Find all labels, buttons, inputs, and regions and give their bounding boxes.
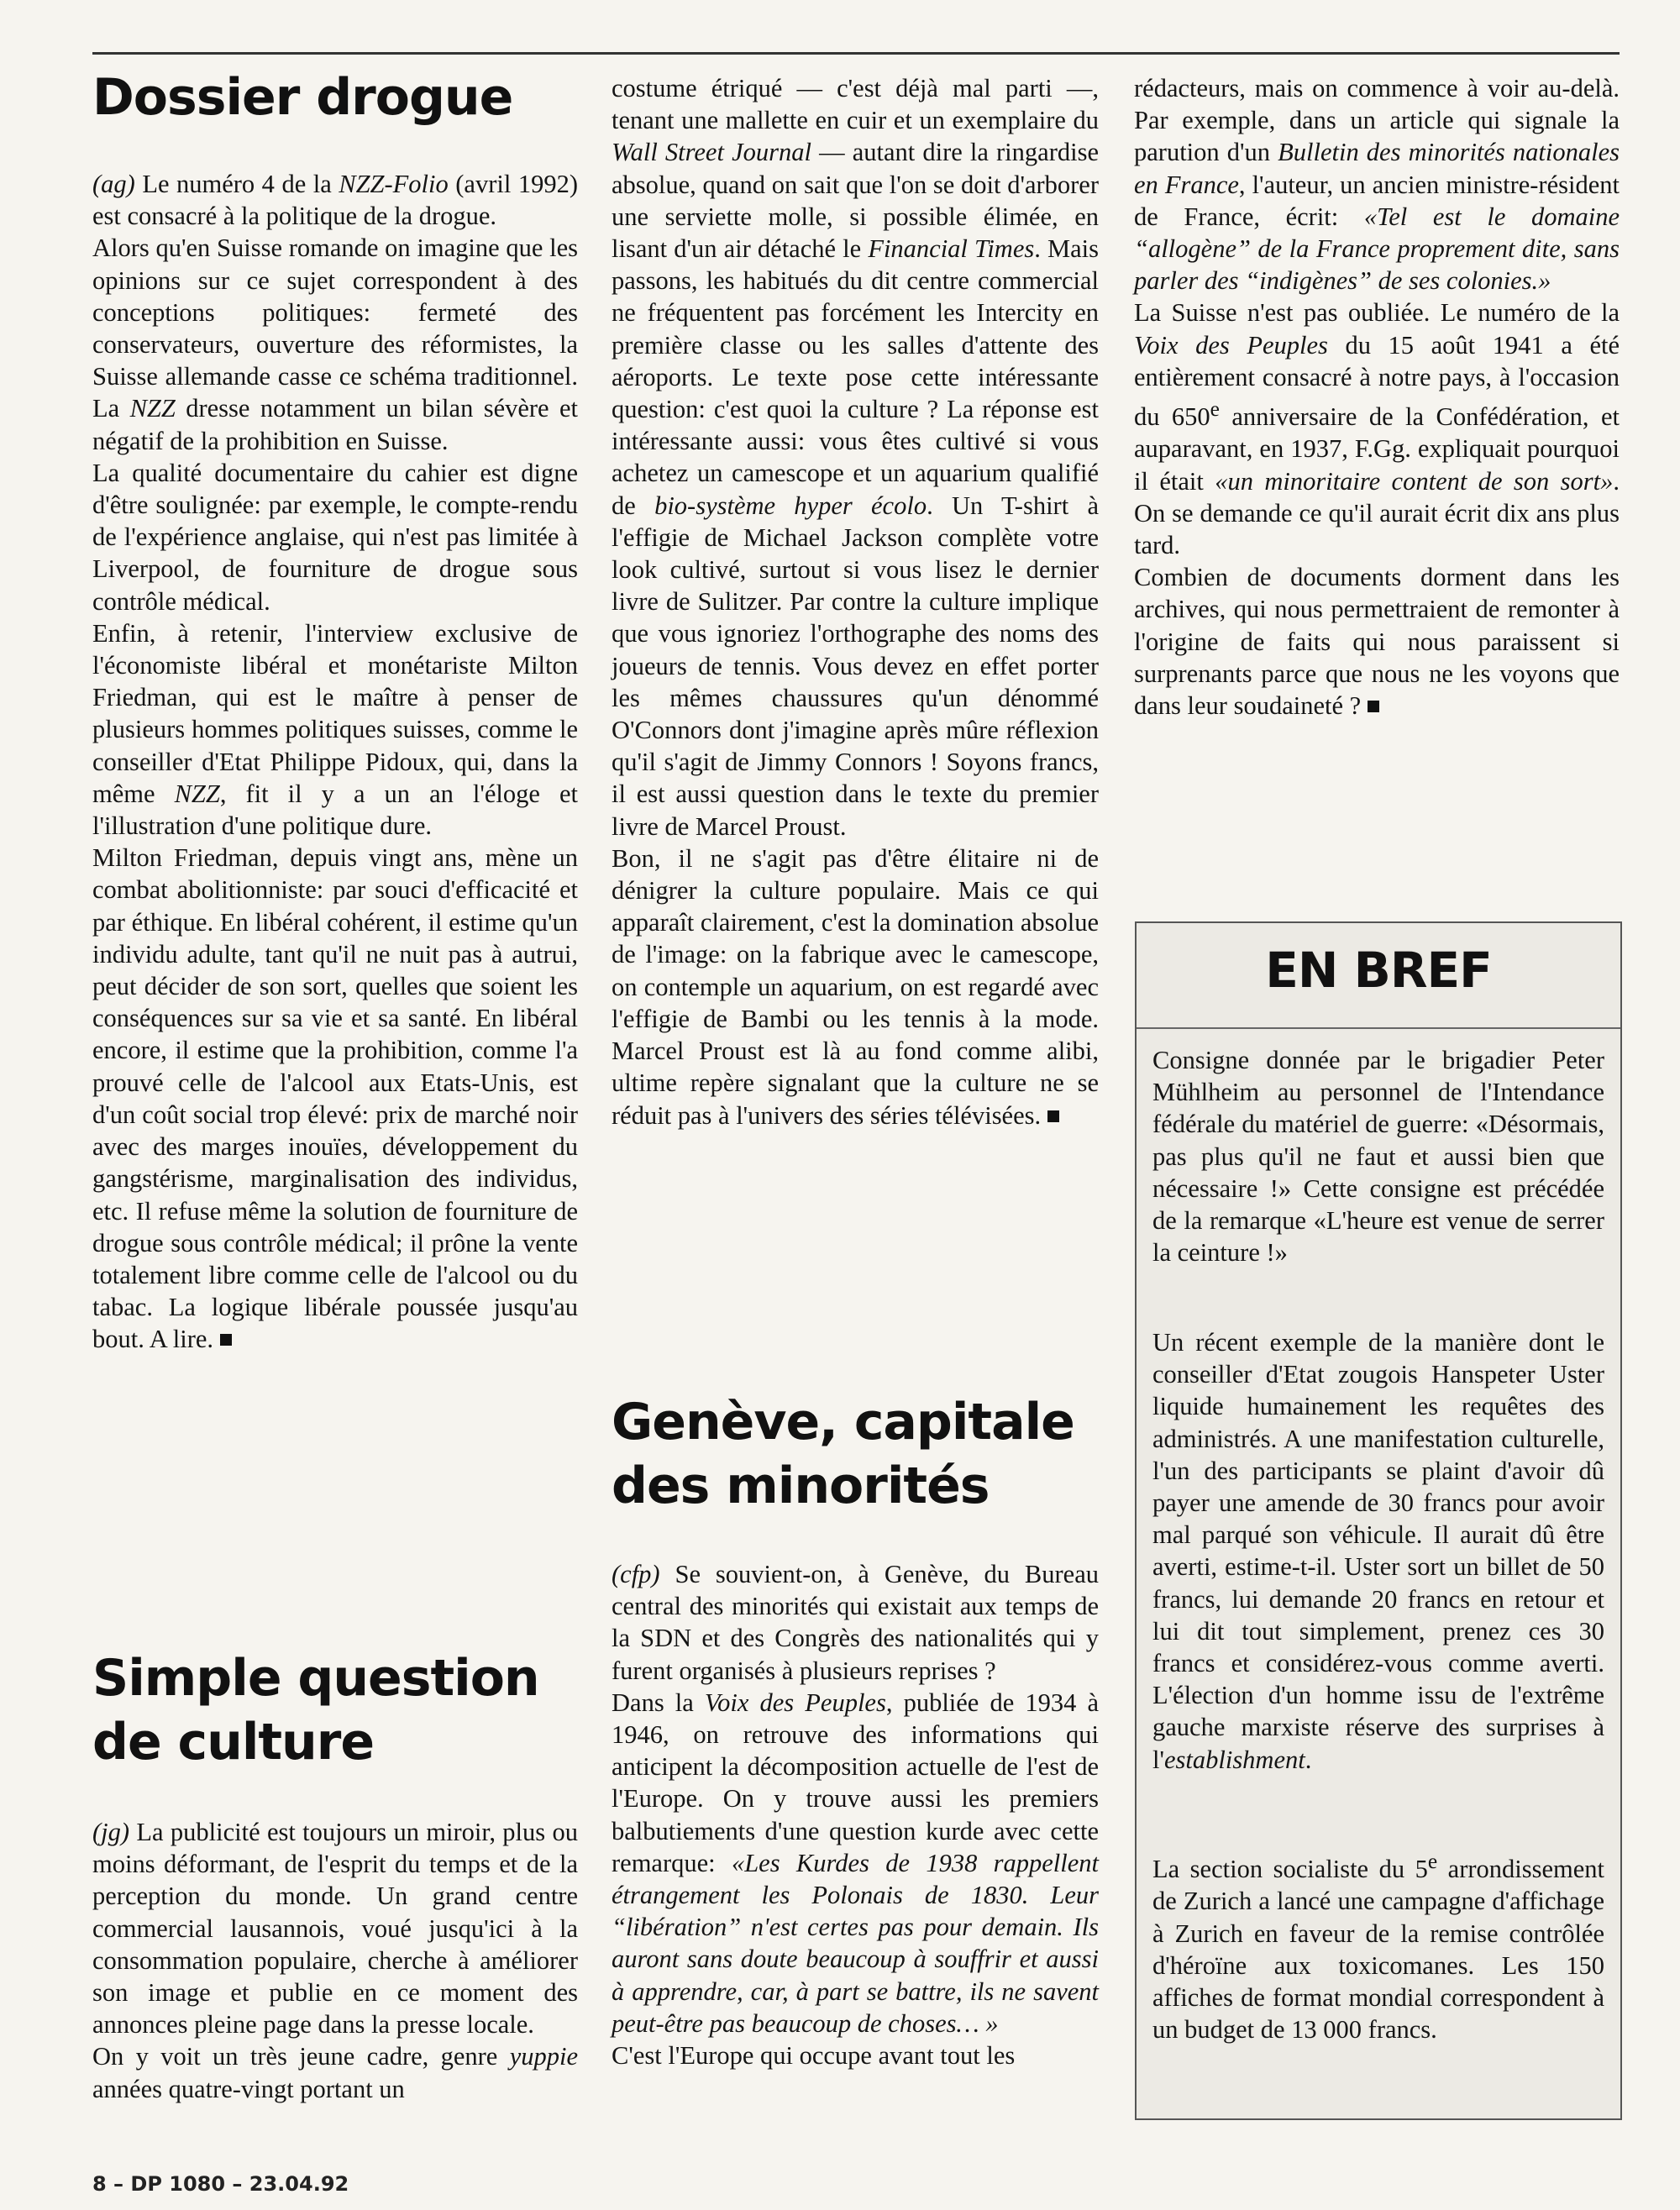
page-footer: 8 – DP 1080 – 23.04.92 <box>92 2172 349 2196</box>
text: (avril 1992) est consacré à la politique de la drogue. <box>92 170 578 231</box>
text: La Suisse n'est pas oubliée. Le numéro de la <box>1134 298 1620 328</box>
culture-paragraph-1 <box>92 1816 578 2040</box>
text: rédacteurs, mais on commence à voir au-delà. Par exemple, dans un article qui signale la parution d'un <box>1134 74 1620 167</box>
end-mark <box>1047 1110 1059 1122</box>
culture-paragraph-2-continued <box>612 72 1099 843</box>
text: costume étriqué — c'est déjà mal parti —, tenant une mallette en cuir et un exemplaire du <box>612 74 1099 135</box>
text: Dans la <box>612 1688 705 1717</box>
quotation: «Les Kurdes de 1938 rappellent étrangement les Polonais de 1830. Leur “libération” n'est certes pas pour demain. Ils auront sans doute beaucoup à souffrir et aussi à apprendre, car, à part se battre, ils ne savent peut-être pas beaucoup de choses… » <box>612 1848 1100 2038</box>
byline: (ag) <box>92 170 135 198</box>
dossier-paragraph-3: La qualité documentaire du cahier est digne d'être soulignée: par exemple, le compte-rendu de l'expérience anglaise, qui n'est pas limitée à Liverpool, de fourniture de drogue sous contrôle médical. <box>92 458 578 616</box>
text: . Mais passons, les habitués du dit centre commercial ne fréquentent pas forcément les Intercity en première classe ou les salles d'attente des aéroports. Le texte pose cette intéressante question: c'est quoi la culture ? La réponse est intéressante aussi: vous êtes cultivé si vous achetez un camescope et un aquarium qualifié de <box>612 234 1099 520</box>
text: . On se demande ce qu'il aurait écrit dix ans plus tard. <box>1134 466 1620 559</box>
end-mark <box>220 1334 232 1346</box>
text: Alors qu'en Suisse romande on imagine que les opinions sur ce sujet correspondent à des conceptions politiques: fermeté des conservateurs, ouverture des réformistes, la Suisse allemande casse ce schéma traditionnel. La <box>92 234 578 423</box>
text: Bon, il ne s'agit pas d'être élitaire ni de dénigrer la culture populaire. Mais ce qui apparaît clairement, c'est la domination absolue de l'image: on la fabrique avec le camescope, on contemple un aquarium, on est regardé avec l'effigie de Bambi ou les tennis à la mode. Marcel Proust est là au fond comme alibi, ultime repère signalant que la culture ne se réduit pas à l'univers des séries télévisées. <box>612 843 1099 1130</box>
text: On y voit un très jeune cadre, genre <box>92 2042 510 2071</box>
text: Se souvient-on, à Genève, du Bureau central des minorités qui existait aux temps de la SDN et des Congrès des nationalités qui y furent organisés à plusieurs reprises ? <box>612 1560 1099 1685</box>
text: Milton Friedman, depuis vingt ans, mène un combat abolitionniste: par souci d'efficacité et par éthique. En libéral cohérent, il estime qu'un individu adulte, tant qu'il ne nuit pas à autrui, peut décider de son sort, quelles que soient les conséquences sur sa vie et sa santé. En libéral encore, il estime que la prohibition, comme l'a prouvé celle de l'alcool aux Etats-Unis, est d'un coût social trop élevé: prix de marché noir avec des marges inouïes, développement du gangstérisme, marginalisation des individus, etc. Il refuse même la solution de fourniture de drogue sous contrôle médical; il prône la vente totalement libre comme celle de l'alcool ou du tabac. La logique libérale poussée jusqu'au bout. A lire. <box>92 843 578 1354</box>
superscript: e <box>1427 1850 1438 1873</box>
text: La section socialiste du 5 <box>1152 1855 1428 1884</box>
text: — autant dire la ringardise absolue, quand on sait que l'on se doit d'arborer une serviette molle, si possible élimée, en lisant d'un air détaché le <box>612 138 1099 264</box>
text: , fit il y a un an l'éloge et l'illustration d'une politique dure. <box>92 779 579 841</box>
publication-name: Voix des Peuples <box>704 1688 886 1717</box>
dossier-paragraph-4 <box>92 617 578 842</box>
geneve-article-part2 <box>1134 72 1620 722</box>
geneve-paragraph-3: C'est l'Europe qui occupe avant tout les <box>612 2041 1016 2071</box>
text: du 15 août 1941 a été entièrement consacré à notre pays, à l'occasion du 650 <box>1134 330 1620 432</box>
quotation: «un minoritaire content de son sort» <box>1215 466 1614 496</box>
culture-headline <box>92 1646 578 1774</box>
headline-line: Simple question <box>92 1649 539 1708</box>
publication-name: Financial Times <box>868 234 1035 264</box>
headline-line: des minorités <box>612 1457 990 1515</box>
text: arrondissement de Zurich a lancé une campagne d'affichage à Zurich en faveur de la remise contrôlée d'héroïne aux toxicomanes. Les 150 affiches de format mondial correspondent à un budget de 13 000 francs. <box>1152 1855 1604 2045</box>
text: La publicité est toujours un miroir, plus ou moins déformant, de l'esprit du temps et de la perception du monde. Un grand centre commercial lausannois, voué jusqu'ici à la consommation populaire, cherche à améliorer son image et publie en ce moment des annonces pleine page dans la presse locale. <box>92 1818 578 2039</box>
dossier-paragraph-1 <box>92 168 578 232</box>
dossier-paragraph-2 <box>92 232 578 456</box>
publication-name: Wall Street Journal <box>612 138 811 167</box>
superscript: e <box>1210 397 1220 422</box>
text: dresse notamment un bilan sévère et négatif de la prohibition en Suisse. <box>92 394 578 455</box>
text: Le numéro 4 de la <box>134 170 339 198</box>
text: , l'auteur, un ancien ministre-résident de France, écrit: <box>1134 170 1620 231</box>
en-bref-divider <box>1137 1027 1620 1029</box>
byline: (cfp) <box>612 1560 660 1588</box>
geneve-paragraph-4 <box>1134 297 1620 561</box>
publication-name: NZZ <box>129 394 176 423</box>
text: , publiée de 1934 à 1946, on retrouve des informations qui anticipent la décomposition actuelle de l'est de l'Europe. On y trouve aussi les premiers balbutiements d'une question kurde avec cette remarque: <box>612 1688 1099 1877</box>
quotation: «Tel est le domaine “allogène” de la France proprement dite, sans parler des “indigènes” de ses colonies.» <box>1134 202 1620 296</box>
en-bref-item-2 <box>1152 1326 1604 1776</box>
text: Combien de documents dorment dans les archives, qui nous permettraient de remonter à l'origine de faits qui nous paraissent si surprenants parce que nous ne les voyons que dans leur soudaineté ? <box>1134 563 1620 721</box>
text: . Un T-shirt à l'effigie de Michael Jackson complète votre look cultivé, surtout si vous lisez le dernier livre de Sulitzer. Par contre la culture implique que vous ignoriez l'orthographe des noms des joueurs de tennis. Vous devez en effet porter les mêmes chaussures qu'un dénommé O'Connors dont j'imagine après mûre réflexion qu'il s'agit de Jimmy Connors ! Soyons francs, il est aussi question dans le texte du premier livre de Marcel Proust. <box>612 491 1099 841</box>
publication-name: Voix des Peuples <box>1134 330 1328 360</box>
text: . <box>1305 1745 1312 1774</box>
dossier-paragraph-5 <box>92 842 578 1355</box>
emphasis: yuppie <box>509 2042 578 2071</box>
en-bref-item-1: Consigne donnée par le brigadier Peter Mühlheim au personnel de l'Intendance fédérale du matériel de guerre: «Désormais, pas plus qu'il ne faut et aussi bien que nécessaire !» Cette consigne est précédée de la remarque «L'heure est venue de serrer la ceinture !» <box>1152 1046 1604 1268</box>
text: anniversaire de la Confédération, et auparavant, en 1937, F.Gg. expliquait pourquoi il était <box>1134 402 1620 496</box>
end-mark <box>1368 701 1379 712</box>
headline-line: Genève, capitale <box>612 1393 1074 1451</box>
geneve-paragraph-5 <box>1134 561 1620 722</box>
en-bref-title: EN BREF <box>1265 942 1492 999</box>
en-bref-item-3 <box>1152 1845 1604 2045</box>
top-rule <box>92 52 1620 55</box>
culture-article-part1 <box>92 1816 578 2105</box>
text: années quatre-vingt portant un <box>92 2074 405 2103</box>
geneve-article-part1 <box>612 1558 1099 2071</box>
geneve-paragraph-3-continued <box>1134 72 1620 297</box>
culture-article-part2 <box>612 72 1099 1131</box>
culture-paragraph-3 <box>612 843 1099 1131</box>
text: Un récent exemple de la manière dont le conseiller d'Etat zougois Hanspeter Uster liquide humainement les requêtes des administrés. A une manifestation culturelle, l'un des participants se plaint d'avoir dû payer une amende de 30 francs pour avoir mal parqué son véhicule. Il aurait dû être averti, estime-t-il. Uster sort un billet de 50 francs, lui demande 20 francs en retour et lui dit tout simplement, prenez ces 30 francs et considérez-vous comme averti. L'élection d'un homme issu de l'extrême gauche marxiste réserve des surprises à l' <box>1152 1328 1604 1774</box>
text: Enfin, à retenir, l'interview exclusive de l'économiste libéral et monétariste Milton Friedman, qui est le maître à penser de plusieurs hommes politiques suisses, comme le conseiller d'Etat Philippe Pidoux, qui, dans la même <box>92 618 578 808</box>
headline-line: de culture <box>92 1713 375 1772</box>
culture-paragraph-2 <box>92 2040 578 2104</box>
publication-name: Bulletin des minorités nationales en France <box>1134 138 1620 199</box>
emphasis: establishment <box>1163 1745 1305 1774</box>
publication-name: NZZ <box>174 779 220 808</box>
geneve-paragraph-1 <box>612 1558 1099 1687</box>
emphasis: bio-système hyper écolo <box>654 491 927 520</box>
dossier-article <box>92 168 578 1356</box>
byline: (jg) <box>92 1818 130 1846</box>
geneve-paragraph-2 <box>612 1687 1099 2039</box>
geneve-headline <box>612 1390 1099 1518</box>
en-bref-box <box>1135 921 1622 2120</box>
dossier-headline: Dossier drogue <box>92 68 513 127</box>
publication-name: NZZ-Folio <box>339 170 449 198</box>
